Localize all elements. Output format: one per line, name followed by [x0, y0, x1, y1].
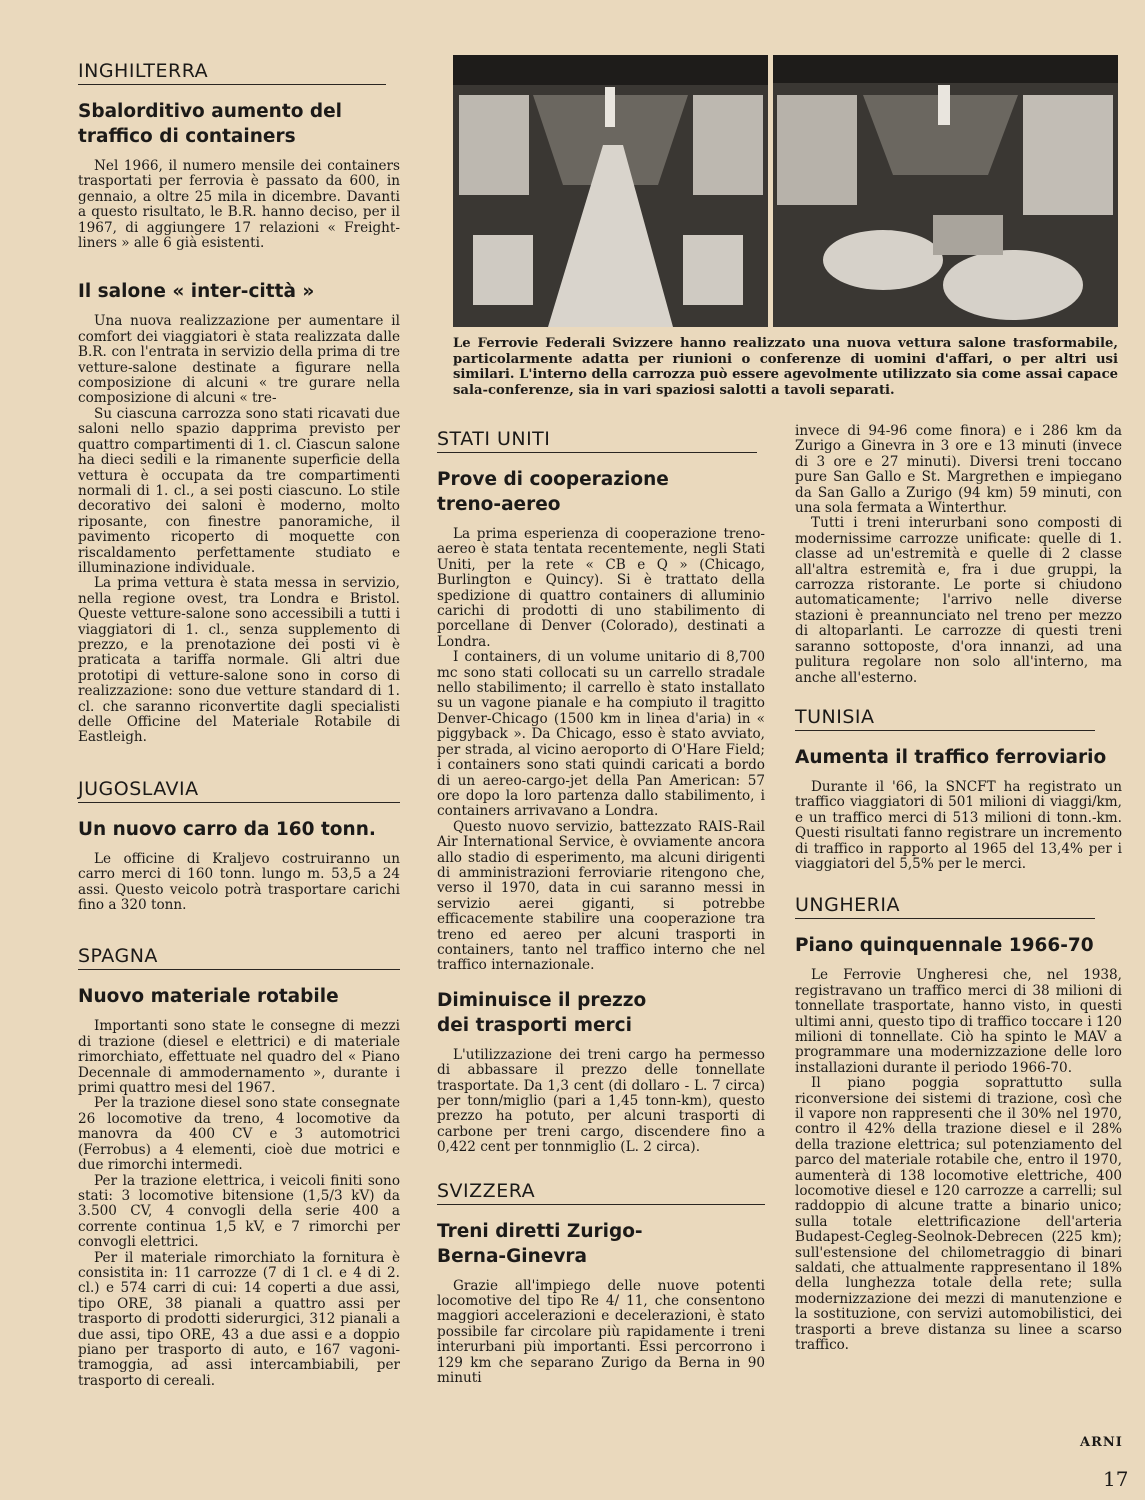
paragraph: Le officine di Kraljevo costruiranno un carro merci di 160 tonn. lungo m. 53,5 a 24 assi. Questo veicolo potrà trasportare carichi fino a 320 tonn. [78, 850, 400, 914]
paragraph: Questo nuovo servizio, battezzato RAIS-Rail Air International Service, è ovviamente ancora allo stadio di esperimento, ma alcuni dirigenti di amministrazioni ferroviarie ritengono che, verso il 1970, data in cui saranno messi in servizio aerei giganti, si potrebbe efficacemente stabilire una cooperazione tra treno ed aereo per alcuni trasporti in containers, tanto nel traffico interno che nel traffico internazionale. [437, 818, 765, 974]
headline-carro: Un nuovo carro da 160 tonn. [78, 818, 376, 840]
photo-salon-car [773, 55, 1118, 327]
headline-treno-aereo: Prove di cooperazione treno-aereo [437, 469, 669, 515]
paragraph: L'utilizzazione dei treni cargo ha permesso di abbassare il prezzo delle tonnellate trasportate. Da 1,3 cent (di dollaro - L. 7 circa) per tonn/miglio (pari a 1,45 tonn-km), questo prezzo ha potuto, per alcuni trasporti di carbone per treni cargo, discendere fino a 0,422 cent per tonnmiglio (L. 2 circa). [437, 1046, 765, 1156]
paragraph: I containers, di un volume unitario di 8,700 mc sono stati collocati su un carrello stradale nello stabilimento; il carrello è stato installato su un vagone pianale e ha compiuto il tragitto Denver-Chicago (1500 km in linea d'aria) in « piggyback ». Da Chicago, esso è stato avviato, per strada, al vicino aeroporto di O'Hare Field; i containers sono stati quindi caricati a bordo di un aereo-cargo-jet della Pan American: 57 ore dopo la loro partenza dallo stabilimento, i containers arrivavano a Londra. [437, 649, 765, 820]
headline-piano: Piano quinquennale 1966-70 [795, 935, 1094, 957]
section-jugoslavia: JUGOSLAVIA [78, 778, 400, 803]
photo-caption: Le Ferrovie Federali Svizzere hanno realizzato una nuova vettura salone trasformabile, particolarmente adatta per riunioni o conferenze di uomini d'affari, o per altri usi similari. L'interno della carrozza può essere agevolmente utilizzato sia come assai capace sala-conferenze, sia in vari spaziosi salotti a tavoli separati. [453, 336, 1118, 398]
headline-treni-diretti: Treni diretti Zurigo-Berna-Ginevra [437, 1220, 643, 1267]
paragraph: invece di 94-96 come finora) e i 286 km da Zurigo a Ginevra in 3 ore e 13 minuti (invece di 3 ore e 27 minuti). Diversi treni toccano pure San Gallo e St. Margrethen e impiegano da San Gallo a Zurigo (94 km) 59 minuti, con una sola fermata a Winterthur. [795, 423, 1122, 517]
headline-containers: Sbalorditivo aumento del traffico di containers [78, 101, 342, 147]
section-stati-uniti: STATI UNITI [437, 428, 757, 453]
paragraph: La prima vettura è stata messa in servizio, nella regione ovest, tra Londra e Bristol. Queste vetture-salone sono accessibili a tutti i viaggiatori di 1. cl., senza supplemento di prezzo, e la prenotazione dei posti vi è praticata a tariffa normale. Gli altri due prototipi di vetture-salone sono in corso di realizzazione: sono due vetture standard di 1. cl. che saranno riconvertite dagli specialisti delle Officine del Materiale Rotabile di Eastleigh. [78, 575, 400, 746]
paragraph: Per la trazione elettrica, i veicoli finiti sono stati: 3 locomotive bitensione (1,5/3 kV) da 3.500 CV, 4 convogli della serie 400 a corrente continua 1,5 kV, e 7 rimorchi per convogli elettrici. [78, 1172, 400, 1251]
left-column [78, 60, 400, 1389]
page-number: 17 [1103, 1467, 1129, 1491]
headline-traffico: Aumenta il traffico ferroviario [795, 746, 1107, 768]
paragraph: Tutti i treni interurbani sono composti di modernissime carrozze unificate: quelle di 1. classe ad un'estremità e quelle di 2 classe all'altra estremità e, fra i due gruppi, la carrozza ristorante. Le porte si chiudono automaticamente; l'arrivo nelle diverse stazioni è preannunciato nel treno per mezzo di altoparlanti. Le carrozze di questi treni saranno sottoposte, d'ora innanzi, ad una pulitura regolare non solo all'interno, ma anche all'esterno. [795, 515, 1122, 686]
author-signature: ARNI [1080, 1435, 1123, 1450]
paragraph: Per la trazione diesel sono state consegnate 26 locomotive da treno, 4 locomotive da manovra da 400 CV e 3 automotrici (Ferrobus) a 4 elementi, cioè due motrici e due rimorchi intermedi. [78, 1095, 400, 1174]
paragraph: Le Ferrovie Ungheresi che, nel 1938, registravano un traffico merci di 38 milioni di tonnellate trasportate, hanno visto, in questi ultimi anni, questo tipo di traffico toccare i 120 milioni di tonnellate. Ciò ha spinto le MAV a programmare una modernizzazione delle loro installazioni durante il periodo 1966-70. [795, 967, 1122, 1076]
paragraph: Importanti sono state le consegne di mezzi di trazione (diesel e elettrici) e di materiale rimorchiato, effettuate nel quadro del « Piano Decennale di ammodernamento », durante i primi quattro mesi del 1967. [78, 1018, 400, 1097]
paragraph: La prima esperienza di cooperazione treno-aereo è stata tentata recentemente, negli Stati Uniti, per la rete « CB e Q » (Chicago, Burlington e Quincy). Si è trattato della spedizione di quattro containers di alluminio carichi di prodotti di uno stabilimento di porcellane di Denver (Colorado), destinati a Londra. [437, 526, 765, 650]
section-ungheria: UNGHERIA [795, 894, 1095, 919]
middle-column [437, 428, 765, 1386]
paragraph: Grazie all'impiego delle nuove potenti locomotive del tipo Re 4/ 11, che consentono maggiori accelerazioni e decelerazioni, è stato possibile far circolare più rapidamente i treni interurbani più importanti. Essi percorrono i 129 km che separano Zurigo da Berna in 90 minuti [437, 1277, 765, 1387]
paragraph: Nel 1966, il numero mensile dei containers trasportati per ferrovia è passato da 600, in gennaio, a oltre 25 mila in dicembre. Davanti a questo risultato, le B.R. hanno deciso, per il 1967, di aggiungere 17 relazioni « Freight-liners » alle 6 già esistenti. [78, 158, 400, 252]
right-column [795, 424, 1122, 1354]
headline-salone: Il salone « inter-città » [78, 281, 315, 303]
paragraph: Una nuova realizzazione per aumentare il comfort dei viaggiatori è stata realizzata dalle B.R. con l'entrata in servizio della prima di tre vetture-salone destinate a figurare nella composizione di alcuni « tre gurare nella composizione di alcuni « tre- [78, 313, 400, 407]
section-tunisia: TUNISIA [795, 706, 1095, 731]
section-svizzera: SVIZZERA [437, 1180, 765, 1205]
headline-materiale: Nuovo materiale rotabile [78, 986, 339, 1008]
section-spagna: SPAGNA [78, 945, 400, 970]
photo-conference-car [453, 55, 768, 327]
section-inghilterra: INGHILTERRA [78, 60, 386, 85]
paragraph: Per il materiale rimorchiato la fornitura è consistita in: 11 carrozze (7 di 1 cl. e 4 di 2. cl.) e 574 carri di cui: 14 coperti a due assi, tipo ORE, 38 pianali a quattro assi per trasporto di prodotti siderurgici, 312 pianali a due assi, tipo ORE, 43 a due assi e a doppio piano per trasporto di auto, e 167 vagoni-tramoggia, ad assi intercambiabili, per trasporto di cereali. [78, 1249, 400, 1389]
paragraph: Il piano poggia soprattutto sulla riconversione dei sistemi di trazione, così che il vapore non rappresenti che il 30% nel 1970, contro il 42% della trazione diesel e il 28% della trazione elettrica; sul potenziamento del parco del materiale rotabile che, entro il 1970, aumenterà di 138 locomotive elettriche, 400 locomotive diesel e 120 carrozze a carrelli; sul raddoppio di alcune tratte a binario unico; sulla totale elettrificazione dell'arteria Budapest-Cegleg-Seolnok-Debrecen (225 km); sull'estensione del chilometraggio di binari saldati, che attualmente rappresentano il 18% della lunghezza totale della rete; sulla modernizzazione dei mezzi di manutenzione e la sostituzione, con servizi automobilistici, dei trasporti a breve distanza su linee a scarso traffico. [795, 1075, 1122, 1354]
paragraph: Durante il '66, la SNCFT ha registrato un traffico viaggiatori di 501 milioni di viaggi/km, e un traffico merci di 513 milioni di tonn.-km. Questi risultati fanno registrare un incremento di traffico in rapporto al 1965 del 13,4% per i viaggiatori del 5,5% per le merci. [795, 778, 1122, 872]
headline-prezzo: Diminuisce il prezzo dei trasporti merci [437, 989, 647, 1036]
paragraph: Su ciascuna carrozza sono stati ricavati due saloni nello spazio dapprima previsto per quattro compartimenti di 1. cl. Ciascun salone ha dieci sedili e la rimanente superficie della vettura è occupata da tre compartimenti normali di 1. cl., a sei posti ciascuno. Lo stile decorativo dei saloni è moderno, molto riposante, con finestre panoramiche, il pavimento ricoperto di moquette con riscaldamento perfettamente studiato e illuminazione individuale. [78, 405, 400, 576]
